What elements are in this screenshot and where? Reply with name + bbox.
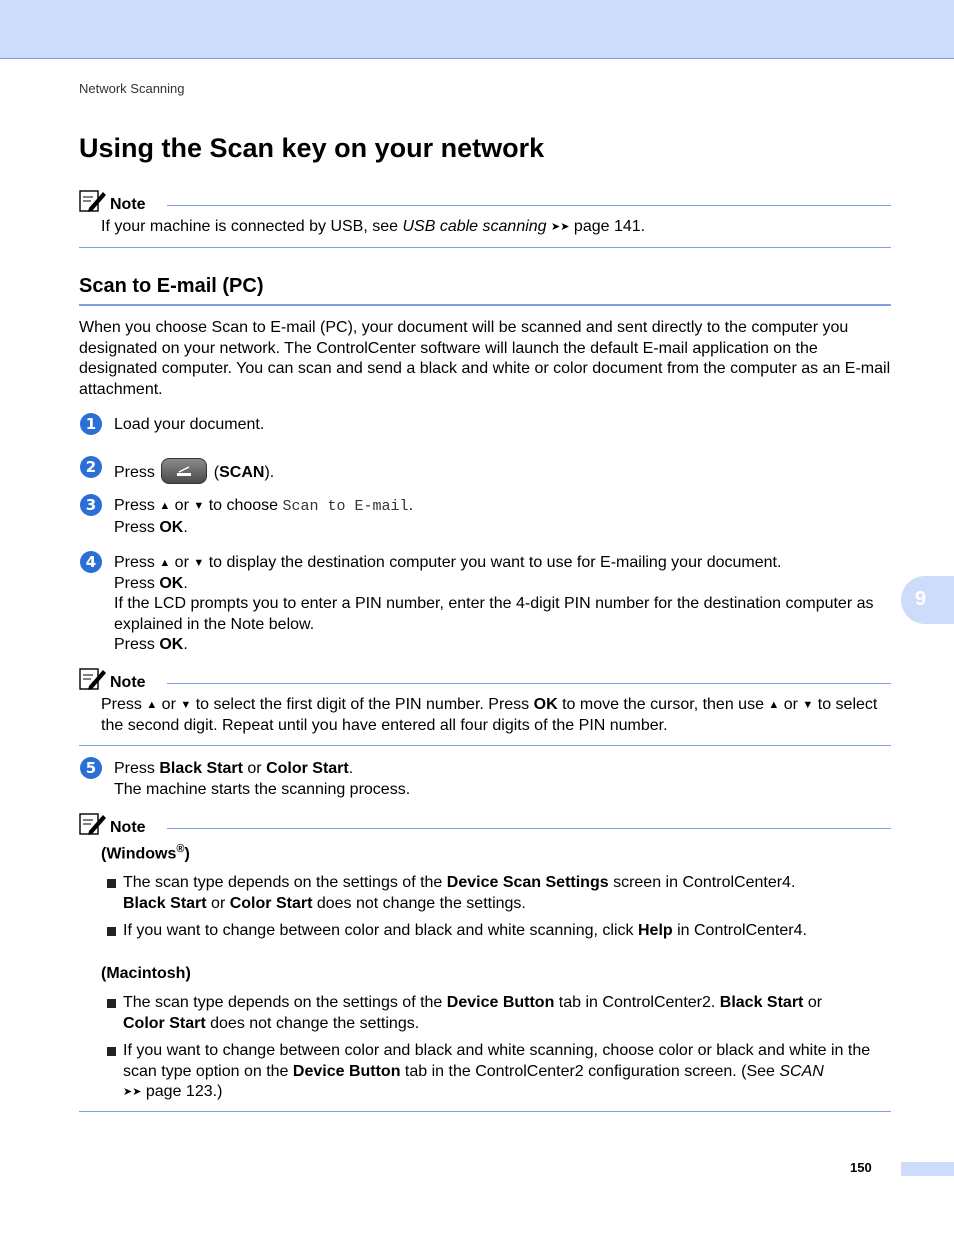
scan-link[interactable]: SCAN [779,1062,824,1080]
lcd-option: Scan to E-mail [282,498,409,515]
note-label: Note [110,819,146,836]
note-pin-text: Press ▲ or ▼ to select the first digit of the PIN number. Press OK to move the cursor, then use ▲ or ▼ to select the second digit. Repeat until you have entered all four digits of the PIN number. [101,696,878,734]
down-arrow-icon: ▼ [802,699,814,711]
list-item: The scan type depends on the settings of the Device Button tab in ControlCenter2. Black Start or Color Start does not change the settings. [107,993,891,1034]
step-text: Press ▲ or ▼ to display the destination computer you want to use for E-mailing your document. Press OK. If the LCD prompts you to enter a PIN number, enter the 4-digit PIN number for the destination computer as explained in the Note below. Press OK. [114,554,874,653]
note-end-rule [79,745,891,746]
down-arrow-icon: ▼ [180,699,192,711]
step-number: 5 [80,757,102,779]
note-header [79,666,891,694]
page-number: 150 [850,1160,872,1175]
header-band [0,0,954,59]
step-number: 3 [80,494,102,516]
step-number: 4 [80,551,102,573]
double-arrow-icon: ➤➤ [551,221,570,233]
section-intro: When you choose Scan to E-mail (PC), your document will be scanned and sent directly to the computer you designated on your network. The ControlCenter software will launch the default E-mail application on the designated computer. You can scan and send a black and white or color document from the computer as an E-mail attachment. [79,319,891,398]
chapter-number: 9 [915,588,927,610]
usb-cable-scanning-link[interactable]: USB cable scanning [402,218,547,235]
note-usb-text: If your machine is connected by USB, see USB cable scanning ➤➤ page 141. [101,217,891,238]
note-pencil-icon [79,666,107,692]
up-arrow-icon: ▲ [768,699,780,711]
step-text: Press ▲ or ▼ to choose Scan to E-mail. Press OK. [114,497,414,536]
up-arrow-icon: ▲ [146,699,158,711]
note-end-rule [79,247,891,248]
note-label: Note [110,196,146,213]
down-arrow-icon: ▼ [193,500,205,512]
list-item: The scan type depends on the settings of the Device Scan Settings screen in ControlCenter4. Black Start or Color Start does not change the settings. [107,873,891,914]
note-rule [167,828,891,829]
note-label: Note [110,674,146,691]
step-text: Press (SCAN). [114,458,890,484]
note-pencil-icon [79,811,107,837]
step-number: 1 [80,413,102,435]
breadcrumb: Network Scanning [79,81,185,96]
windows-heading: (Windows®) [101,843,190,863]
scan-key-icon [161,458,207,484]
bullet-square-icon [107,999,116,1008]
macintosh-heading: (Macintosh) [101,965,191,982]
chapter-tab[interactable] [901,576,954,624]
step-number: 2 [80,456,102,478]
note-rule [167,205,891,206]
bullet-square-icon [107,927,116,936]
page-tab [901,1162,954,1176]
list-item: If you want to change between color and black and white scanning, click Help in ControlCenter4. [107,921,891,942]
double-arrow-icon: ➤➤ [123,1086,142,1098]
section-title: Scan to E-mail (PC) [79,275,264,297]
step-text: Load your document. [114,416,265,433]
note-header [79,188,891,216]
section-rule [79,304,891,306]
up-arrow-icon: ▲ [159,557,171,569]
note-rule [167,683,891,684]
step-text: Press Black Start or Color Start. The machine starts the scanning process. [114,760,411,798]
note-pencil-icon [79,188,107,214]
up-arrow-icon: ▲ [159,500,171,512]
bullet-square-icon [107,1047,116,1056]
note-header [79,811,891,839]
list-item: If you want to change between color and black and white scanning, choose color or black and white in the scan type option on the Device Button tab in the ControlCenter2 configuration screen. (See SCAN ➤➤ page 123.) [107,1041,891,1103]
page-title: Using the Scan key on your network [79,133,545,163]
bullet-square-icon [107,879,116,888]
down-arrow-icon: ▼ [193,557,205,569]
note-end-rule [79,1111,891,1112]
